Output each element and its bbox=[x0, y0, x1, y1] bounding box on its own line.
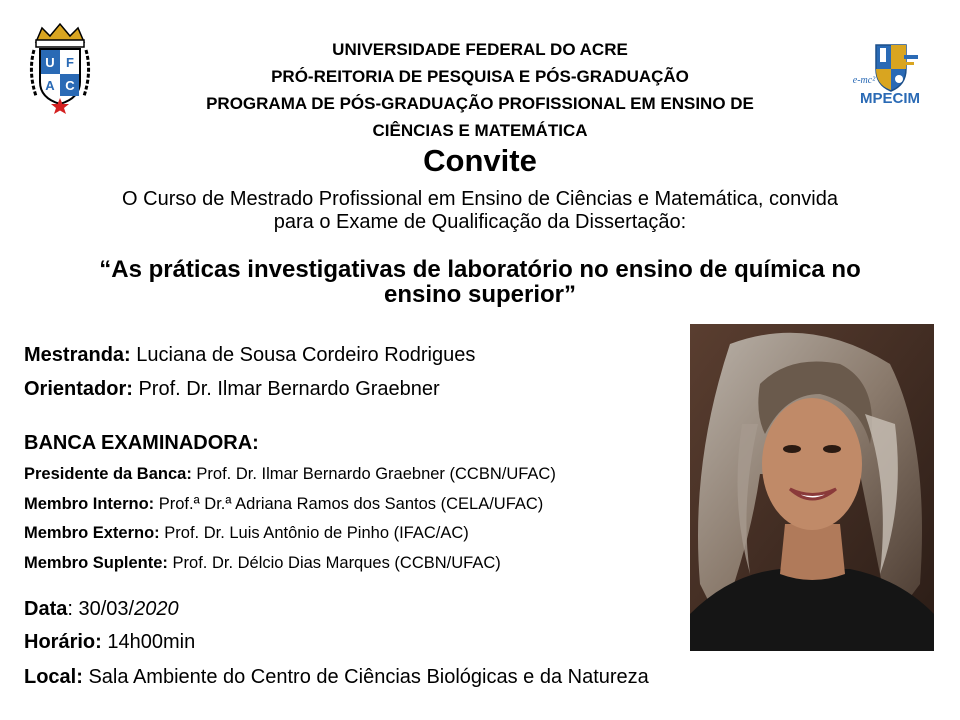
banca-member-label: Membro Interno: bbox=[24, 495, 155, 513]
invitation-intro bbox=[30, 188, 930, 234]
data-label: Data bbox=[24, 598, 68, 620]
orientador-line bbox=[24, 378, 440, 401]
header-line-1: UNIVERSIDADE FEDERAL DO ACRE bbox=[332, 40, 628, 59]
logo-emc-text: e-mc² bbox=[852, 75, 876, 86]
local-line bbox=[24, 666, 649, 689]
banca-member-externo bbox=[24, 524, 469, 543]
horario-line bbox=[24, 631, 195, 654]
logo-letter-c: C bbox=[65, 78, 75, 93]
orientador-value: Prof. Dr. Ilmar Bernardo Graebner bbox=[132, 378, 440, 400]
logo-letter-u: U bbox=[45, 55, 55, 70]
header-line-2: PRÓ-REITORIA DE PESQUISA E PÓS-GRADUAÇÃO bbox=[271, 67, 689, 86]
banca-heading bbox=[24, 432, 259, 455]
mestranda-label: Mestranda: bbox=[24, 344, 131, 366]
candidate-photo bbox=[690, 324, 934, 651]
thesis-line-2: ensino superior” bbox=[383, 281, 577, 308]
data-line bbox=[24, 598, 179, 621]
banca-member-value: Prof. Dr. Ilmar Bernardo Graebner (CCBN/UFAC) bbox=[191, 465, 556, 483]
horario-label: Horário: bbox=[24, 631, 102, 653]
banca-member-interno bbox=[24, 495, 543, 514]
header-line-4: CIÊNCIAS E MATEMÁTICA bbox=[372, 121, 588, 140]
banca-member-label: Membro Suplente: bbox=[24, 554, 168, 572]
banca-member-label: Presidente da Banca: bbox=[24, 465, 192, 483]
intro-line-1: O Curso de Mestrado Profissional em Ensino de Ciências e Matemática, convida bbox=[122, 188, 838, 210]
thesis-line-1: “As práticas investigativas de laboratório no ensino de química no bbox=[99, 256, 861, 283]
horario-value: 14h00min bbox=[101, 631, 196, 653]
mestranda-value: Luciana de Sousa Cordeiro Rodrigues bbox=[130, 344, 476, 366]
institution-header bbox=[110, 36, 850, 144]
local-label: Local: bbox=[24, 666, 83, 688]
page-title: Convite bbox=[423, 143, 537, 178]
local-value: Sala Ambiente do Centro de Ciências Biológicas e da Natureza bbox=[82, 666, 649, 688]
mestranda-line bbox=[24, 344, 475, 367]
header-line-3: PROGRAMA DE PÓS-GRADUAÇÃO PROFISSIONAL EM ENSINO DE bbox=[206, 94, 754, 113]
intro-line-2: para o Exame de Qualificação da Dissertação: bbox=[273, 211, 687, 233]
banca-member-value: Prof. Dr. Délcio Dias Marques (CCBN/UFAC) bbox=[167, 554, 501, 572]
logo-letter-f: F bbox=[66, 55, 74, 70]
thesis-title bbox=[30, 257, 930, 307]
banca-heading-text: BANCA EXAMINADORA: bbox=[24, 432, 259, 454]
banca-member-presidente bbox=[24, 465, 556, 484]
banca-member-value: Prof.ª Dr.ª Adriana Ramos dos Santos (CELA/UFAC) bbox=[154, 495, 544, 513]
data-year: 2020 bbox=[134, 598, 179, 620]
orientador-label: Orientador: bbox=[24, 378, 133, 400]
mpecim-label: MPECIM bbox=[860, 90, 920, 107]
logo-letter-a: A bbox=[45, 78, 55, 93]
banca-member-suplente bbox=[24, 554, 501, 573]
data-value: : 30/03/ bbox=[67, 598, 135, 620]
ufac-logo bbox=[28, 22, 92, 114]
banca-member-value: Prof. Dr. Luis Antônio de Pinho (IFAC/AC) bbox=[159, 524, 469, 542]
banca-member-label: Membro Externo: bbox=[24, 524, 160, 542]
